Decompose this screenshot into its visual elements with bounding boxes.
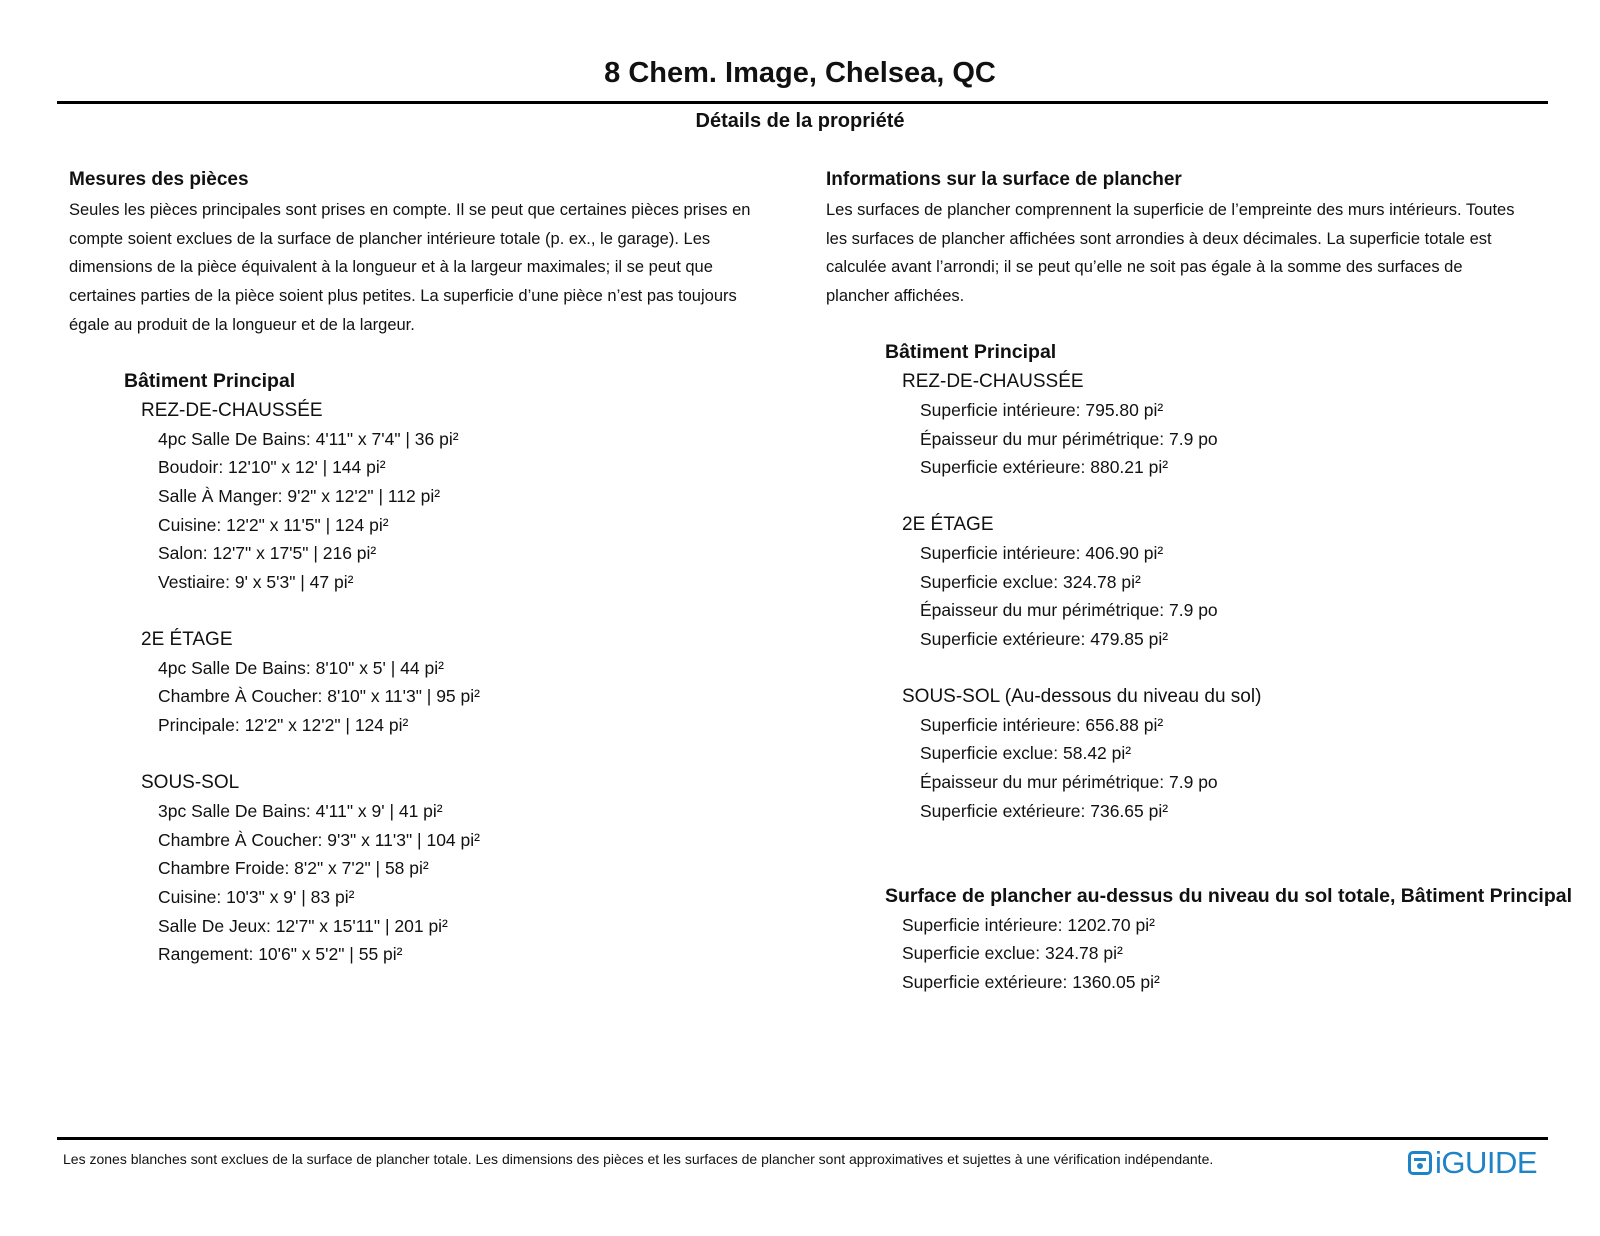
level-heading: REZ-DE-CHAUSSÉE bbox=[902, 370, 1084, 392]
room-item: 4pc Salle De Bains: 8'10" x 5' | 44 pi² bbox=[158, 657, 444, 678]
description-line: les surfaces de plancher affichées sont arrondies à deux décimales. La superficie totale est bbox=[826, 229, 1492, 248]
iguide-logo-icon bbox=[1408, 1151, 1432, 1175]
area-item: Superficie intérieure: 795.80 pi² bbox=[920, 399, 1164, 420]
room-measurements-heading: Mesures des pièces bbox=[69, 169, 249, 190]
area-item: Superficie extérieure: 479.85 pi² bbox=[920, 629, 1169, 650]
iguide-logo bbox=[1408, 1146, 1537, 1180]
description-line: dimensions de la pièce équivalent à la longueur et à la largeur maximales; il se peut que bbox=[69, 258, 713, 277]
total-item: Superficie exclue: 324.78 pi² bbox=[902, 943, 1123, 964]
page-title: 8 Chem. Image, Chelsea, QC bbox=[604, 57, 996, 89]
page-subtitle: Détails de la propriété bbox=[695, 110, 905, 132]
room-item: 4pc Salle De Bains: 4'11" x 7'4" | 36 pi² bbox=[158, 428, 459, 449]
room-item: Cuisine: 12'2" x 11'5" | 124 pi² bbox=[158, 514, 389, 535]
total-block bbox=[885, 882, 1596, 997]
floor-area-heading: Informations sur la surface de plancher bbox=[826, 169, 1182, 190]
building-heading: Bâtiment Principal bbox=[885, 340, 1057, 363]
floor-area-section bbox=[826, 165, 1596, 997]
area-item: Superficie intérieure: 406.90 pi² bbox=[920, 542, 1164, 563]
level-block bbox=[902, 367, 1596, 826]
room-item: Salle À Manger: 9'2" x 12'2" | 112 pi² bbox=[158, 485, 441, 506]
room-item: Chambre Froide: 8'2" x 7'2" | 58 pi² bbox=[158, 858, 429, 879]
total-heading: Surface de plancher au-dessus du niveau du sol totale, Bâtiment Principal bbox=[885, 884, 1573, 907]
room-item: Vestiaire: 9' x 5'3" | 47 pi² bbox=[158, 572, 354, 593]
description-line: Seules les pièces principales sont prises en compte. Il se peut que certaines pièces prises en bbox=[69, 201, 751, 219]
area-item: Superficie exclue: 58.42 pi² bbox=[920, 743, 1132, 764]
level-heading: 2E ÉTAGE bbox=[141, 628, 233, 650]
area-item: Superficie intérieure: 656.88 pi² bbox=[920, 714, 1164, 735]
description-line: plancher affichées. bbox=[826, 287, 965, 306]
header-divider bbox=[57, 101, 1548, 104]
room-measurements-description bbox=[69, 196, 799, 340]
description-line: Les surfaces de plancher comprennent la superficie de l’empreinte des murs intérieurs. Toutes bbox=[826, 201, 1515, 219]
area-item: Épaisseur du mur périmétrique: 7.9 po bbox=[920, 428, 1218, 449]
room-list bbox=[124, 367, 799, 970]
room-item: Chambre À Coucher: 9'3" x 11'3" | 104 pi² bbox=[158, 829, 480, 850]
total-item: Superficie intérieure: 1202.70 pi² bbox=[902, 914, 1155, 935]
room-item: Principale: 12'2" x 12'2" | 124 pi² bbox=[158, 715, 409, 736]
level-block bbox=[141, 396, 799, 970]
room-measurements-section bbox=[69, 165, 799, 969]
total-item: Superficie extérieure: 1360.05 pi² bbox=[902, 971, 1160, 992]
footer-disclaimer: Les zones blanches sont exclues de la surface de plancher totale. Les dimensions des pièces et les surfaces de plancher sont approximatives et sujettes à une vérification indépendante. bbox=[63, 1151, 1214, 1167]
room-item: Salon: 12'7" x 17'5" | 216 pi² bbox=[158, 543, 377, 564]
area-item: Superficie exclue: 324.78 pi² bbox=[920, 571, 1141, 592]
building-heading: Bâtiment Principal bbox=[124, 369, 296, 392]
room-item: 3pc Salle De Bains: 4'11" x 9' | 41 pi² bbox=[158, 800, 443, 821]
area-item: Épaisseur du mur périmétrique: 7.9 po bbox=[920, 600, 1218, 621]
room-item: Chambre À Coucher: 8'10" x 11'3" | 95 pi² bbox=[158, 686, 480, 707]
footer-divider bbox=[57, 1137, 1548, 1140]
description-line: certaines parties de la pièce soient plus petites. La superficie d’une pièce n’est pas toujours bbox=[69, 287, 737, 306]
description-line: compte soient exclues de la surface de plancher intérieure totale (p. ex., le garage). Les bbox=[69, 229, 711, 248]
floor-area-description bbox=[826, 196, 1596, 311]
room-item: Rangement: 10'6" x 5'2" | 55 pi² bbox=[158, 944, 403, 965]
room-item: Salle De Jeux: 12'7" x 15'11" | 201 pi² bbox=[158, 915, 448, 936]
room-item: Cuisine: 10'3" x 9' | 83 pi² bbox=[158, 886, 355, 907]
area-item: Superficie extérieure: 880.21 pi² bbox=[920, 457, 1169, 478]
level-heading: SOUS-SOL (Au-dessous du niveau du sol) bbox=[902, 685, 1262, 707]
room-item: Boudoir: 12'10" x 12' | 144 pi² bbox=[158, 457, 386, 478]
level-heading: 2E ÉTAGE bbox=[902, 513, 994, 535]
level-heading: REZ-DE-CHAUSSÉE bbox=[141, 399, 323, 421]
area-item: Épaisseur du mur périmétrique: 7.9 po bbox=[920, 772, 1218, 793]
level-heading: SOUS-SOL bbox=[141, 771, 240, 793]
description-line: égale au produit de la longueur et de la largeur. bbox=[69, 315, 415, 334]
area-item: Superficie extérieure: 736.65 pi² bbox=[920, 800, 1169, 821]
iguide-logo-text: iGUIDE bbox=[1435, 1145, 1538, 1180]
description-line: calculée avant l’arrondi; il se peut qu’elle ne soit pas égale à la somme des surfaces de bbox=[826, 258, 1463, 277]
floor-area-list bbox=[885, 338, 1596, 997]
